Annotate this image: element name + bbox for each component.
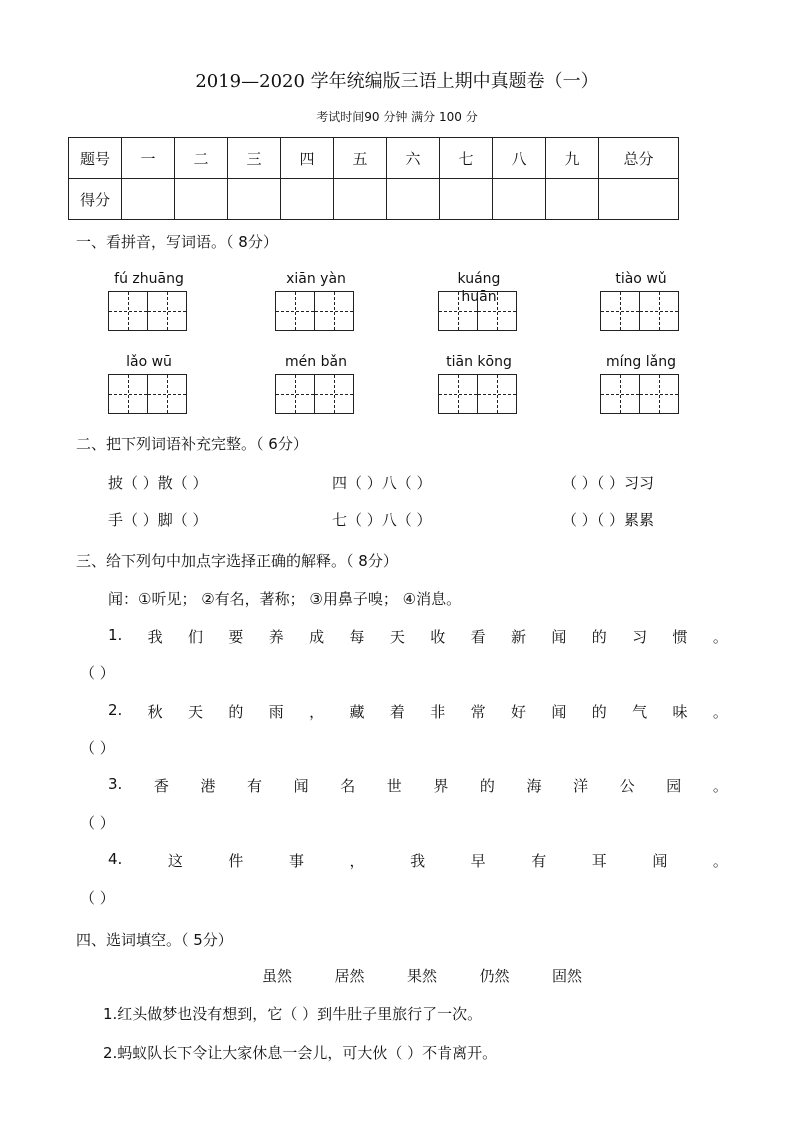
sentence-char: 。 xyxy=(712,852,728,870)
sentence-char: 着 xyxy=(389,703,405,721)
sentence-char: 1. xyxy=(108,626,123,644)
table-cell: 八 xyxy=(493,138,546,179)
sentence-char: 要 xyxy=(228,628,244,646)
sentence-char: 港 xyxy=(200,777,216,795)
word-option: 果然 xyxy=(406,967,437,985)
sentence-char: 界 xyxy=(433,777,449,795)
sentence-char: 的 xyxy=(591,703,607,721)
writing-box[interactable] xyxy=(314,291,354,331)
score-input-cell[interactable] xyxy=(122,179,175,220)
sentence-char: 早 xyxy=(470,852,486,870)
sentence-char: 有 xyxy=(247,777,263,795)
fill-item[interactable]: 四（ ）八（ ） xyxy=(332,474,432,492)
word-option: 虽然 xyxy=(262,967,293,985)
sentence-char: ， xyxy=(349,852,365,870)
pinyin-item xyxy=(108,270,190,331)
table-cell: 七 xyxy=(440,138,493,179)
answer-paren[interactable]: （ ） xyxy=(80,664,115,682)
sentence-char: 常 xyxy=(470,703,486,721)
score-table xyxy=(68,137,679,220)
writing-box[interactable] xyxy=(477,374,517,414)
pinyin-label: mén bǎn xyxy=(285,354,347,370)
sentence-char: 气 xyxy=(632,703,648,721)
pinyin-label: tiān kōng xyxy=(446,354,512,370)
sentence-char: 名 xyxy=(340,777,356,795)
fill-sentence[interactable]: 2.蚂蚁队长下令让大家休息一会儿，可大伙（ ）不肯离开。 xyxy=(103,1044,498,1062)
score-input-cell[interactable] xyxy=(546,179,599,220)
fill-item[interactable]: 披（ ）散（ ） xyxy=(108,474,208,492)
sentence-char: 。 xyxy=(712,703,728,721)
table-cell: 六 xyxy=(387,138,440,179)
pinyin-label: lǎo wū xyxy=(126,354,172,370)
sentence-char: 养 xyxy=(268,628,284,646)
pinyin-label: míng lǎng xyxy=(606,354,676,370)
pinyin-label: fú zhuāng xyxy=(114,271,184,287)
sentence-char: 闻 xyxy=(293,777,309,795)
exam-info: 考试时间90 分钟 满分 100 分 xyxy=(316,110,478,124)
fill-sentence[interactable]: 1.红头做梦也没有想到，它（ ）到牛肚子里旅行了一次。 xyxy=(103,1005,483,1023)
sentence-char: 闻 xyxy=(652,852,668,870)
table-row xyxy=(69,138,679,179)
section-2-heading: 二、把下列词语补充完整。（ 6分） xyxy=(76,435,308,453)
writing-box[interactable] xyxy=(147,291,187,331)
sentence-char: 习 xyxy=(632,628,648,646)
pinyin-item xyxy=(275,353,357,414)
sentence-char: 收 xyxy=(430,628,446,646)
writing-box[interactable] xyxy=(639,374,679,414)
sentence xyxy=(108,701,728,722)
sentence xyxy=(108,775,728,796)
sentence-char: 这 xyxy=(167,852,183,870)
sentence-char: 闻 xyxy=(551,628,567,646)
answer-paren[interactable]: （ ） xyxy=(80,814,115,832)
writing-box[interactable] xyxy=(275,291,315,331)
section-1-heading: 一、看拼音，写词语。（ 8分） xyxy=(76,233,278,251)
sentence xyxy=(108,850,728,871)
writing-box[interactable] xyxy=(275,374,315,414)
pinyin-item xyxy=(600,270,682,331)
section-3-heading: 三、给下列句中加点字选择正确的解释。（ 8分） xyxy=(76,552,398,570)
score-input-cell[interactable] xyxy=(228,179,281,220)
word-bank xyxy=(262,965,582,986)
writing-box[interactable] xyxy=(438,374,478,414)
sentence-char: 味 xyxy=(672,703,688,721)
sentence-char: 的 xyxy=(228,703,244,721)
sentence-char: 们 xyxy=(188,628,204,646)
sentence-char: 洋 xyxy=(573,777,589,795)
fill-item[interactable]: 手（ ）脚（ ） xyxy=(108,511,208,529)
word-option: 仍然 xyxy=(479,967,510,985)
table-cell: 三 xyxy=(228,138,281,179)
fill-item[interactable]: （ ）（ ）累累 xyxy=(562,511,655,529)
writing-box[interactable] xyxy=(108,374,148,414)
pinyin-item xyxy=(108,353,190,414)
writing-box[interactable] xyxy=(477,291,517,331)
writing-box[interactable] xyxy=(600,374,640,414)
sentence-char: 天 xyxy=(188,703,204,721)
sentence-char: 新 xyxy=(511,628,527,646)
sentence-char: 2. xyxy=(108,701,123,719)
section-4-heading: 四、选词填空。（ 5分） xyxy=(76,931,233,949)
answer-paren[interactable]: （ ） xyxy=(80,739,115,757)
sentence-char: 我 xyxy=(147,628,163,646)
sentence-char: 3. xyxy=(108,775,123,793)
score-input-cell[interactable] xyxy=(334,179,387,220)
sentence-char: 事 xyxy=(288,852,304,870)
sentence-char: 天 xyxy=(389,628,405,646)
sentence-char: 园 xyxy=(666,777,682,795)
table-cell: 总分 xyxy=(599,138,679,179)
sentence-char: 成 xyxy=(309,628,325,646)
table-row xyxy=(69,179,679,220)
sentence-char: 耳 xyxy=(591,852,607,870)
sentence-char: 每 xyxy=(349,628,365,646)
word-option: 居然 xyxy=(334,967,365,985)
sentence-char: 秋 xyxy=(147,703,163,721)
pinyin-label: kuáng huān xyxy=(457,271,501,305)
sentence-char: 有 xyxy=(531,852,547,870)
score-input-cell[interactable] xyxy=(387,179,440,220)
sentence-char: 看 xyxy=(470,628,486,646)
sentence-char: ， xyxy=(309,703,325,721)
sentence-char: 非 xyxy=(430,703,446,721)
pinyin-item xyxy=(438,270,520,331)
sentence-char: 海 xyxy=(526,777,542,795)
sentence-char: 好 xyxy=(511,703,527,721)
sentence xyxy=(108,626,728,647)
score-input-cell[interactable] xyxy=(493,179,546,220)
pinyin-label: xiān yàn xyxy=(286,271,346,287)
sentence-char: 的 xyxy=(591,628,607,646)
fill-item[interactable]: （ ）（ ）习习 xyxy=(562,474,655,492)
sentence-char: 惯 xyxy=(672,628,688,646)
sentence-char: 雨 xyxy=(268,703,284,721)
definitions: 闻：①听见； ②有名，著称； ③用鼻子嗅； ④消息。 xyxy=(108,590,462,608)
fill-item[interactable]: 七（ ）八（ ） xyxy=(332,511,432,529)
answer-paren[interactable]: （ ） xyxy=(80,889,115,907)
table-cell: 一 xyxy=(122,138,175,179)
sentence-char: 藏 xyxy=(349,703,365,721)
sentence-char: 世 xyxy=(386,777,402,795)
writing-box[interactable] xyxy=(147,374,187,414)
sentence-char: 4. xyxy=(108,850,123,868)
score-input-cell[interactable] xyxy=(599,179,679,220)
table-cell: 四 xyxy=(281,138,334,179)
word-option: 固然 xyxy=(551,967,582,985)
table-cell: 题号 xyxy=(69,138,122,179)
writing-box[interactable] xyxy=(314,374,354,414)
sentence-char: 香 xyxy=(153,777,169,795)
sentence-char: 的 xyxy=(479,777,495,795)
writing-box[interactable] xyxy=(639,291,679,331)
sentence-char: 公 xyxy=(619,777,635,795)
pinyin-label: tiào wǔ xyxy=(615,271,667,287)
writing-box[interactable] xyxy=(108,291,148,331)
sentence-char: 。 xyxy=(712,628,728,646)
sentence-char: 闻 xyxy=(551,703,567,721)
table-cell: 得分 xyxy=(69,179,122,220)
pinyin-item xyxy=(600,353,682,414)
table-cell: 九 xyxy=(546,138,599,179)
page-title: 2019—2020 学年统编版三语上期中真题卷（一） xyxy=(195,71,599,92)
pinyin-item xyxy=(275,270,357,331)
pinyin-item xyxy=(438,353,520,414)
score-input-cell[interactable] xyxy=(175,179,228,220)
sentence-char: 件 xyxy=(228,852,244,870)
sentence-char: 。 xyxy=(712,777,728,795)
writing-box[interactable] xyxy=(600,291,640,331)
table-cell: 二 xyxy=(175,138,228,179)
score-input-cell[interactable] xyxy=(440,179,493,220)
score-input-cell[interactable] xyxy=(281,179,334,220)
writing-box[interactable] xyxy=(438,291,478,331)
sentence-char: 我 xyxy=(410,852,426,870)
table-cell: 五 xyxy=(334,138,387,179)
